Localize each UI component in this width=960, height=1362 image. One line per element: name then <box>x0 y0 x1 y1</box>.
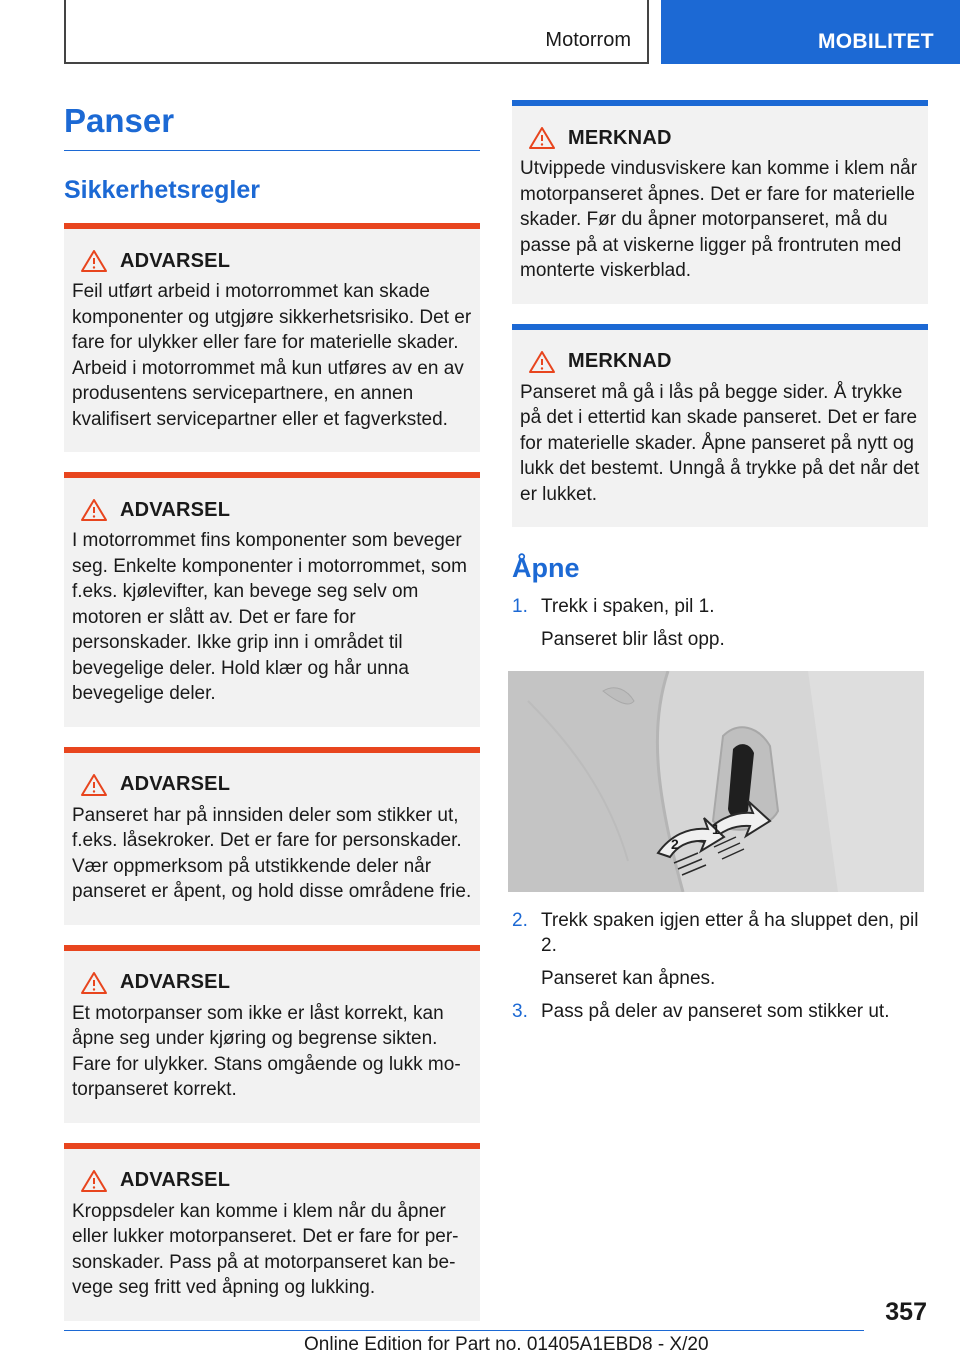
step-result: Panseret blir låst opp. <box>541 629 725 650</box>
notice-label: MERKNAD <box>568 126 672 149</box>
step-number: 3. <box>512 1001 528 1022</box>
figure-label-2: 2 <box>671 836 679 852</box>
step-text: Pass på deler av panseret som stikker ut. <box>541 1001 890 1022</box>
page-number: 357 <box>885 1298 927 1326</box>
warning-triangle-icon <box>528 350 556 374</box>
warning-text: Panseret har på innsiden deler som stikker ut, f.eks. låsekroker. Det er fare for personskader. Vær oppmerksom på utstikkende deler når panseret er åpent, og hold disse områdene frie. <box>72 804 472 902</box>
warning-box <box>64 747 480 925</box>
warning-triangle-icon <box>80 498 108 522</box>
notice-text: Panseret må gå i lås på begge sider. Å trykke på det i ettertid kan skade panseret. Det er fare for materielle skader. Åpne panseret på nytt og lukk det bestemt. Unngå å trykke på det når det er lukket. <box>520 381 920 505</box>
footer-divider <box>64 1330 864 1331</box>
notice-box <box>512 100 928 304</box>
page-title: Panser <box>64 100 480 151</box>
warning-label: ADVARSEL <box>120 498 231 521</box>
step-result: Panseret kan åpnes. <box>541 968 716 989</box>
header-chapter-tab <box>661 0 960 64</box>
warning-label: ADVARSEL <box>120 971 231 993</box>
step-text: Trekk spaken igjen etter å ha sluppet den, pil 2. <box>541 910 919 956</box>
header-chapter-title: MOBILITET <box>818 30 934 53</box>
warning-text: I motorrommet fins komponenter som beveger seg. Enkelte komponenter i motorrommet, som f.eks. kjølevifter, kan bevege seg selv om motoren er slått av. Det er fare for personskader. Ikke grip inn i området til bevegelige deler. Hold klær og hår unna bevegelige deler. <box>72 530 467 704</box>
step-item <box>512 908 928 958</box>
warning-text: Feil utført arbeid i motorrommet kan skade komponenter og utgjøre sikkerhetsrisiko. Det er fare for ulykker eller fare for materielle skader. Arbeid i motorrommet må kun utføres av en av produsentens servicepartnere, en annen kvalifisert servicepartner eller et fagverksted. <box>72 281 472 430</box>
section-title-open: Åpne <box>512 553 580 583</box>
figure-label-1: 1 <box>712 821 720 837</box>
left-column <box>64 100 480 1341</box>
warning-text: Kroppsdeler kan komme i klem når du åpner eller lukker motorpanseret. Det er fare for personskader. Pass på at motorpanseret kan bevege seg fritt ved åpning og lukking. <box>72 1200 459 1298</box>
footer-edition: Online Edition for Part no. 01405A1EBD8 - X/20 <box>304 1334 709 1355</box>
warning-label: ADVARSEL <box>120 249 231 272</box>
warning-box <box>64 472 480 727</box>
warning-triangle-icon <box>80 1169 108 1193</box>
warning-box <box>64 223 480 452</box>
header-section-title: Motorrom <box>545 29 631 51</box>
hood-release-lever-illustration <box>508 671 924 892</box>
warning-box <box>64 1143 480 1321</box>
notice-text: Utvippede vindusviskere kan komme i klem når motorpanseret åpnes. Det er fare for materielle skader. Før du åpner motorpanseret, må du passe på at viskerne ligger på frontruten med monterte viskerblad. <box>520 158 918 281</box>
warning-triangle-icon <box>80 971 108 995</box>
step-text: Trekk i spaken, pil 1. <box>541 596 715 617</box>
warning-triangle-icon <box>80 249 108 273</box>
step-item <box>512 594 928 619</box>
notice-label: MERKNAD <box>568 350 672 372</box>
step-number: 1. <box>512 596 528 617</box>
warning-triangle-icon <box>80 773 108 797</box>
step-number: 2. <box>512 910 528 931</box>
warning-label: ADVARSEL <box>120 1169 231 1191</box>
warning-triangle-icon <box>528 126 556 150</box>
notice-box <box>512 324 928 528</box>
right-column <box>512 100 928 1024</box>
warning-box <box>64 945 480 1123</box>
warning-text: Et motorpanser som ikke er låst korrekt, kan åpne seg under kjøring og begrense sikten. Fare for ulykker. Stans omgående og lukk motorpanseret korrekt. <box>72 1002 461 1100</box>
header-section-box <box>64 0 649 64</box>
warning-label: ADVARSEL <box>120 773 231 795</box>
step-item <box>512 999 928 1024</box>
section-subtitle: Sikkerhetsregler <box>64 176 260 204</box>
